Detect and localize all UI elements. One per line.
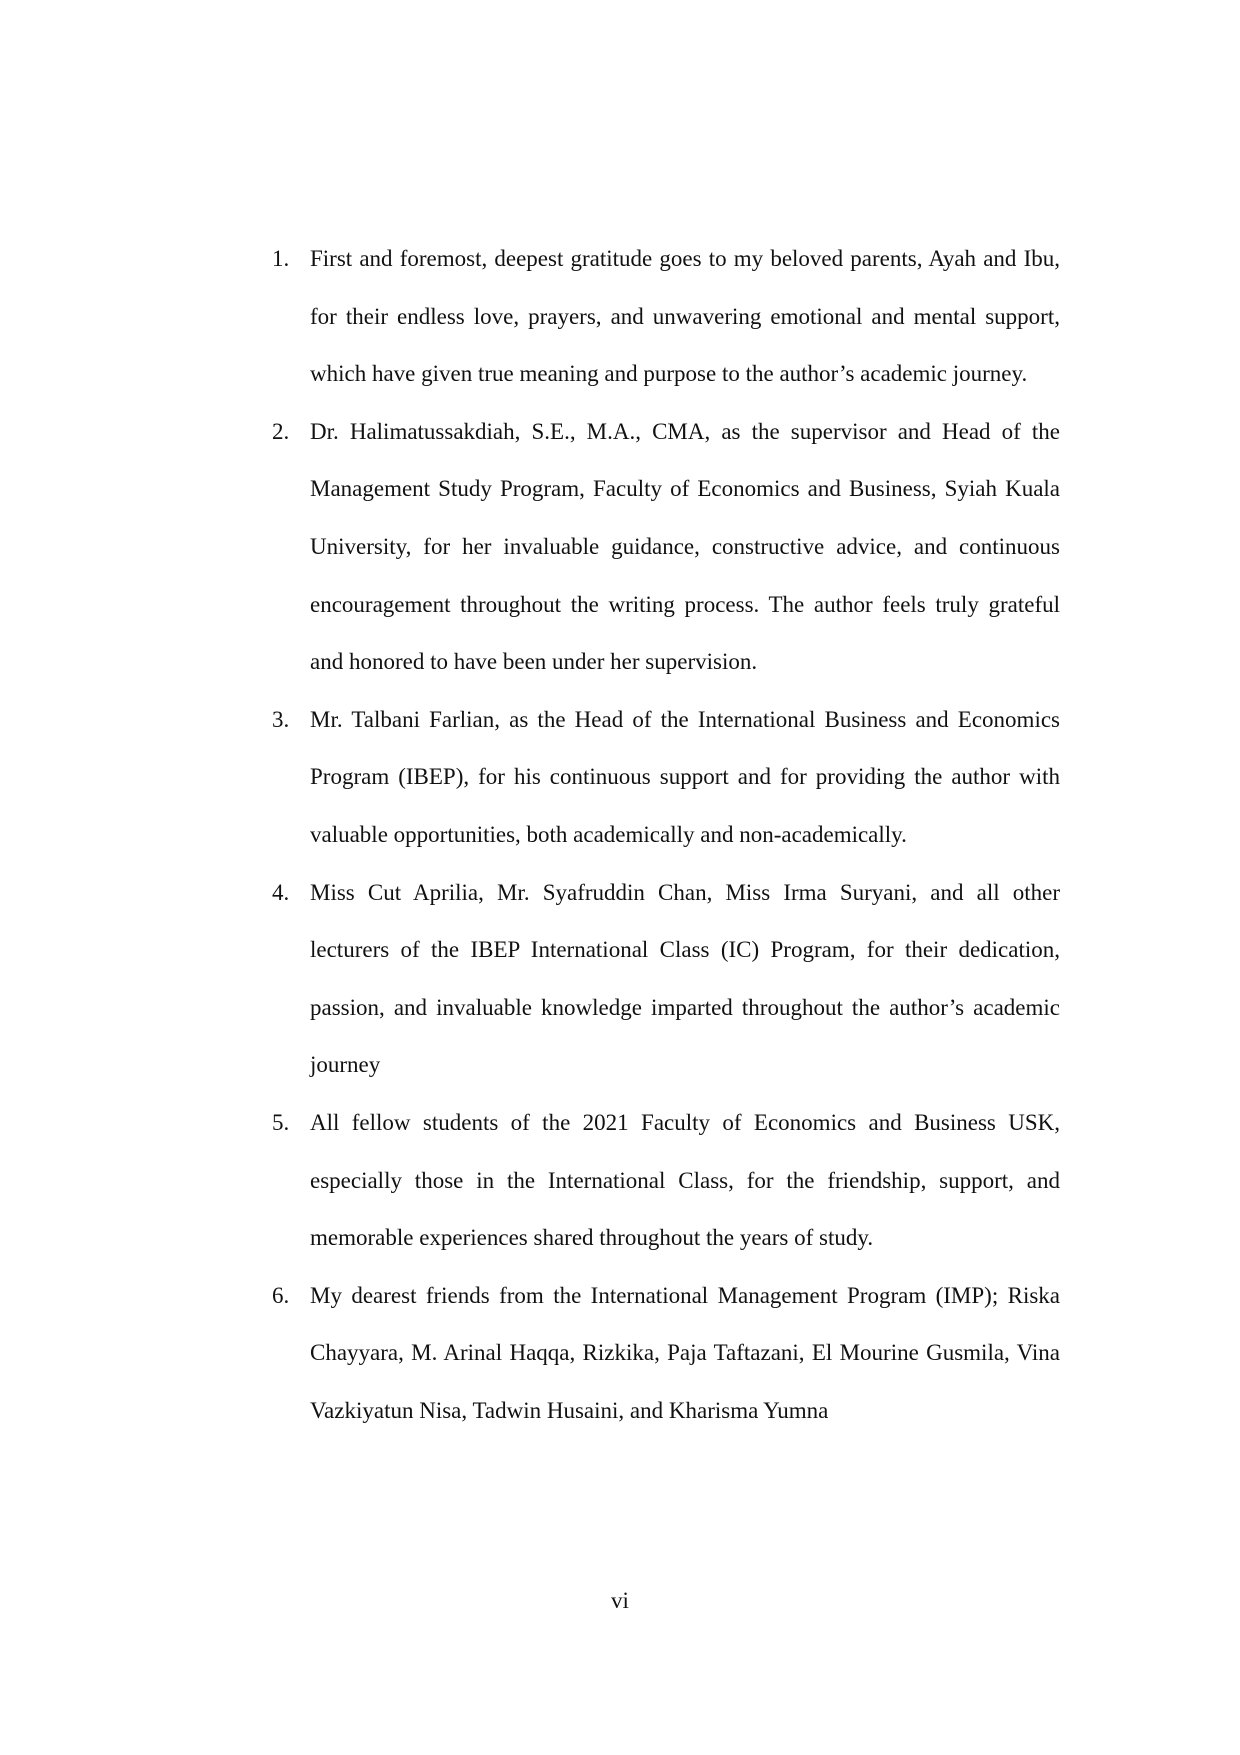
list-item-text: All fellow students of the 2021 Faculty of Economics and Business USK, especially those in the International Class, for the friendship, support, and memorable experiences shared throughout the years of study. — [310, 1109, 1060, 1251]
list-item-number: 3. — [272, 706, 290, 732]
list-item — [272, 403, 1060, 691]
list-item-number: 5. — [272, 1109, 290, 1135]
list-item-text: My dearest friends from the International Management Program (IMP); Riska Chayyara, M. Arinal Haqqa, Rizkika, Paja Taftazani, El Mourine Gusmila, Vina Vazkiyatun Nisa, Tadwin Husaini, and Kharisma Yumna — [310, 1282, 1060, 1423]
list-item-number: 4. — [272, 879, 290, 905]
acknowledgement-list — [272, 230, 1060, 1439]
list-item-number: 6. — [272, 1282, 290, 1308]
list-item — [272, 1094, 1060, 1267]
list-item-text: Mr. Talbani Farlian, as the Head of the International Business and Economics Program (IBEP), for his continuous support and for providing the author with valuable opportunities, both academically and non-academically. — [310, 706, 1060, 847]
list-item — [272, 1267, 1060, 1440]
list-item-text: First and foremost, deepest gratitude goes to my beloved parents, Ayah and Ibu, for their endless love, prayers, and unwavering emotional and mental support, which have given true meaning and purpose to the author’s academic journey. — [310, 246, 1060, 387]
list-item — [272, 230, 1060, 403]
list-item-number: 2. — [272, 418, 290, 444]
list-item-text: Dr. Halimatussakdiah, S.E., M.A., CMA, as the supervisor and Head of the Management Study Program, Faculty of Economics and Business, Syiah Kuala University, for her invaluable guidance, constructive advice, and continuous encouragement throughout the writing process. The author feels truly grateful and honored to have been under her supervision. — [310, 418, 1060, 675]
list-item — [272, 864, 1060, 1094]
list-item-number: 1. — [272, 246, 290, 271]
page-number: vi — [611, 1588, 629, 1613]
list-item — [272, 691, 1060, 864]
list-item-text: Miss Cut Aprilia, Mr. Syafruddin Chan, Miss Irma Suryani, and all other lecturers of the IBEP International Class (IC) Program, for their dedication, passion, and invaluable knowledge imparted throughout the author’s academic journey — [310, 879, 1060, 1078]
